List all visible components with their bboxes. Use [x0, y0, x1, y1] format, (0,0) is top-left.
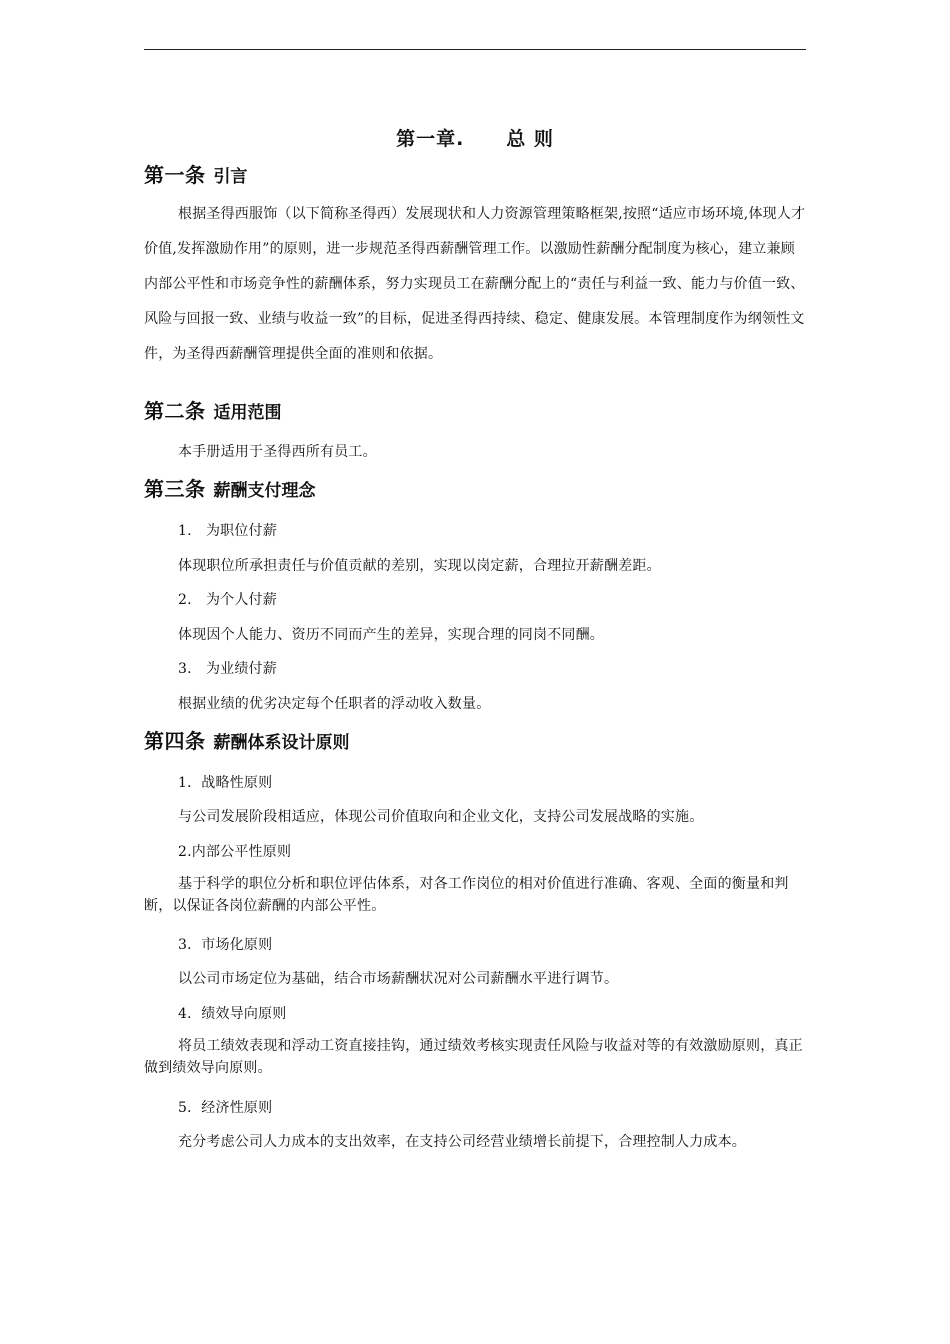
chapter-title: 总 则 [506, 128, 554, 150]
article-3-number: 第三条 [144, 477, 206, 501]
chapter-heading [0, 124, 950, 151]
article-4-heading [144, 725, 350, 754]
article-4-item-1-label: 1．战略性原则 [178, 775, 273, 791]
article-2-heading [144, 395, 282, 424]
article-3-item-2-text: 体现因个人能力、资历不同而产生的差异，实现合理的同岗不同酬。 [178, 627, 604, 643]
article-1-paragraph: 根据圣得西服饰（以下简称圣得西）发展现状和人力资源管理策略框架,按照“适应市场环境,体现人才价值,发挥激励作用”的原则，进一步规范圣得西薪酬管理工作。以激励性薪酬分配制度为核心，建立兼顾内部公平性和市场竞争性的薪酬体系，努力实现员工在薪酬分配上的“责任与利益一致、能力与价值一致、风险与回报一致、业绩与收益一致”的目标，促进圣得西持续、稳定、健康发展。本管理制度作为纲领性文件，为圣得西薪酬管理提供全面的准则和依据。 [144, 206, 806, 362]
article-2-title: 适用范围 [213, 403, 282, 423]
article-4-item-3-text: 以公司市场定位为基础，结合市场薪酬状况对公司薪酬水平进行调节。 [178, 971, 619, 987]
article-4-item-1-text: 与公司发展阶段相适应，体现公司价值取向和企业文化，支持公司发展战略的实施。 [178, 809, 704, 825]
chapter-label: 第一章. [396, 128, 465, 150]
article-3-item-2-label: 2. 为个人付薪 [178, 592, 277, 608]
article-2-paragraph: 本手册适用于圣得西所有员工。 [178, 444, 377, 460]
article-4-number: 第四条 [144, 729, 206, 753]
article-1-title: 引言 [213, 167, 248, 187]
article-4-item-4-label: 4．绩效导向原则 [178, 1006, 287, 1022]
article-4-item-5-text: 充分考虑公司人力成本的支出效率，在支持公司经营业绩增长前提下，合理控制人力成本。 [178, 1134, 746, 1150]
article-2-number: 第二条 [144, 399, 206, 423]
article-3-item-3-text: 根据业绩的优劣决定每个任职者的浮动收入数量。 [178, 696, 491, 712]
article-4-item-3-label: 3．市场化原则 [178, 937, 273, 953]
article-1-heading [144, 159, 248, 188]
article-4-item-4-text: 将员工绩效表现和浮动工资直接挂钩，通过绩效考核实现责任风险与收益对等的有效激励原则，真正做到绩效导向原则。 [144, 1038, 803, 1076]
article-3-item-1-text: 体现职位所承担责任与价值贡献的差别，实现以岗定薪，合理拉开薪酬差距。 [178, 558, 661, 574]
article-3-item-1-label: 1. 为职位付薪 [178, 523, 277, 539]
article-3-heading [144, 473, 316, 502]
header-rule [144, 49, 806, 50]
article-4-item-2-label: 2.内部公平性原则 [178, 844, 292, 860]
article-1-number: 第一条 [144, 163, 206, 187]
article-4-item-2-text: 基于科学的职位分析和职位评估体系，对各工作岗位的相对价值进行准确、客观、全面的衡量和判断，以保证各岗位薪酬的内部公平性。 [144, 876, 789, 914]
article-3-item-3-label: 3. 为业绩付薪 [178, 661, 277, 677]
article-4-item-5-label: 5．经济性原则 [178, 1100, 273, 1116]
article-3-title: 薪酬支付理念 [213, 481, 316, 501]
article-4-title: 薪酬体系设计原则 [213, 733, 350, 753]
